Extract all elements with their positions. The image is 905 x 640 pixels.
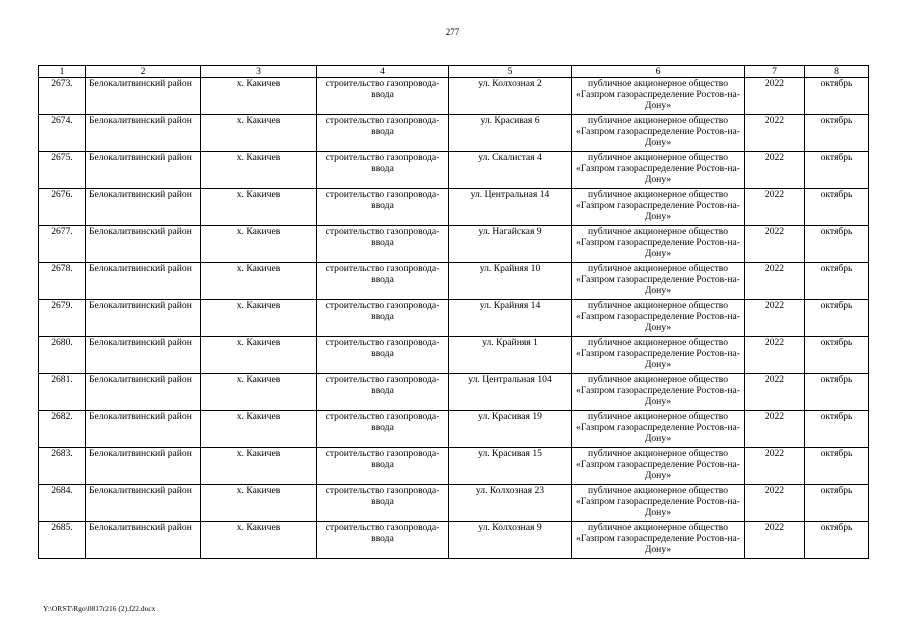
table-row	[39, 152, 869, 189]
year-cell: 2022	[745, 448, 805, 485]
table-row	[39, 189, 869, 226]
year-cell: 2022	[745, 411, 805, 448]
column-header: 1	[39, 66, 86, 78]
table-row	[39, 522, 869, 559]
address-cell: ул. Красивая 19	[449, 411, 572, 448]
year-cell: 2022	[745, 263, 805, 300]
column-header: 2	[86, 66, 201, 78]
district-cell: Белокалитвинский район	[86, 78, 201, 115]
address-cell: ул. Центральная 104	[449, 374, 572, 411]
organization-cell: публичное акционерное общество «Газпром газораспределение Ростов-на-Дону»	[572, 152, 745, 189]
table-row	[39, 300, 869, 337]
organization-cell: публичное акционерное общество «Газпром газораспределение Ростов-на-Дону»	[572, 115, 745, 152]
row-number: 2675.	[39, 152, 86, 189]
address-cell: ул. Крайняя 10	[449, 263, 572, 300]
settlement-cell: х. Какичев	[201, 522, 317, 559]
address-cell: ул. Крайняя 1	[449, 337, 572, 374]
row-number: 2678.	[39, 263, 86, 300]
table-row	[39, 374, 869, 411]
column-header: 4	[317, 66, 449, 78]
organization-cell: публичное акционерное общество «Газпром газораспределение Ростов-на-Дону»	[572, 263, 745, 300]
registry-table	[38, 65, 869, 559]
work-type-cell: строительство газопровода-ввода	[317, 189, 449, 226]
settlement-cell: х. Какичев	[201, 337, 317, 374]
district-cell: Белокалитвинский район	[86, 485, 201, 522]
settlement-cell: х. Какичев	[201, 263, 317, 300]
settlement-cell: х. Какичев	[201, 448, 317, 485]
month-cell: октябрь	[805, 300, 869, 337]
column-header: 7	[745, 66, 805, 78]
month-cell: октябрь	[805, 411, 869, 448]
settlement-cell: х. Какичев	[201, 189, 317, 226]
work-type-cell: строительство газопровода-ввода	[317, 485, 449, 522]
work-type-cell: строительство газопровода-ввода	[317, 300, 449, 337]
column-header: 6	[572, 66, 745, 78]
address-cell: ул. Нагайская 9	[449, 226, 572, 263]
organization-cell: публичное акционерное общество «Газпром газораспределение Ростов-на-Дону»	[572, 189, 745, 226]
table-row	[39, 263, 869, 300]
address-cell: ул. Красивая 6	[449, 115, 572, 152]
work-type-cell: строительство газопровода-ввода	[317, 78, 449, 115]
table-row	[39, 226, 869, 263]
year-cell: 2022	[745, 115, 805, 152]
work-type-cell: строительство газопровода-ввода	[317, 522, 449, 559]
year-cell: 2022	[745, 300, 805, 337]
header-row	[39, 66, 869, 78]
month-cell: октябрь	[805, 189, 869, 226]
district-cell: Белокалитвинский район	[86, 115, 201, 152]
work-type-cell: строительство газопровода-ввода	[317, 411, 449, 448]
work-type-cell: строительство газопровода-ввода	[317, 448, 449, 485]
column-header: 8	[805, 66, 869, 78]
month-cell: октябрь	[805, 226, 869, 263]
address-cell: ул. Красивая 15	[449, 448, 572, 485]
address-cell: ул. Колхозная 2	[449, 78, 572, 115]
settlement-cell: х. Какичев	[201, 152, 317, 189]
address-cell: ул. Колхозная 9	[449, 522, 572, 559]
table-row	[39, 485, 869, 522]
row-number: 2681.	[39, 374, 86, 411]
row-number: 2673.	[39, 78, 86, 115]
district-cell: Белокалитвинский район	[86, 337, 201, 374]
column-header: 3	[201, 66, 317, 78]
work-type-cell: строительство газопровода-ввода	[317, 263, 449, 300]
district-cell: Белокалитвинский район	[86, 189, 201, 226]
table-row	[39, 411, 869, 448]
row-number: 2677.	[39, 226, 86, 263]
organization-cell: публичное акционерное общество «Газпром газораспределение Ростов-на-Дону»	[572, 226, 745, 263]
month-cell: октябрь	[805, 448, 869, 485]
district-cell: Белокалитвинский район	[86, 374, 201, 411]
organization-cell: публичное акционерное общество «Газпром газораспределение Ростов-на-Дону»	[572, 300, 745, 337]
month-cell: октябрь	[805, 374, 869, 411]
month-cell: октябрь	[805, 337, 869, 374]
organization-cell: публичное акционерное общество «Газпром газораспределение Ростов-на-Дону»	[572, 448, 745, 485]
year-cell: 2022	[745, 226, 805, 263]
work-type-cell: строительство газопровода-ввода	[317, 226, 449, 263]
district-cell: Белокалитвинский район	[86, 226, 201, 263]
address-cell: ул. Крайняя 14	[449, 300, 572, 337]
month-cell: октябрь	[805, 152, 869, 189]
year-cell: 2022	[745, 485, 805, 522]
work-type-cell: строительство газопровода-ввода	[317, 337, 449, 374]
district-cell: Белокалитвинский район	[86, 411, 201, 448]
year-cell: 2022	[745, 78, 805, 115]
settlement-cell: х. Какичев	[201, 485, 317, 522]
settlement-cell: х. Какичев	[201, 374, 317, 411]
work-type-cell: строительство газопровода-ввода	[317, 152, 449, 189]
table-row	[39, 78, 869, 115]
column-header: 5	[449, 66, 572, 78]
organization-cell: публичное акционерное общество «Газпром газораспределение Ростов-на-Дону»	[572, 485, 745, 522]
table-body	[39, 78, 869, 559]
district-cell: Белокалитвинский район	[86, 300, 201, 337]
table-row	[39, 115, 869, 152]
district-cell: Белокалитвинский район	[86, 152, 201, 189]
row-number: 2682.	[39, 411, 86, 448]
row-number: 2680.	[39, 337, 86, 374]
settlement-cell: х. Какичев	[201, 300, 317, 337]
organization-cell: публичное акционерное общество «Газпром газораспределение Ростов-на-Дону»	[572, 374, 745, 411]
address-cell: ул. Скалистая 4	[449, 152, 572, 189]
organization-cell: публичное акционерное общество «Газпром газораспределение Ростов-на-Дону»	[572, 411, 745, 448]
page-number: 277	[445, 27, 460, 37]
row-number: 2679.	[39, 300, 86, 337]
settlement-cell: х. Какичев	[201, 226, 317, 263]
row-number: 2674.	[39, 115, 86, 152]
year-cell: 2022	[745, 337, 805, 374]
month-cell: октябрь	[805, 485, 869, 522]
year-cell: 2022	[745, 189, 805, 226]
table-row	[39, 337, 869, 374]
row-number: 2684.	[39, 485, 86, 522]
year-cell: 2022	[745, 522, 805, 559]
document-file-path: Y:\ORST\Rgo\0817r216 (2).f22.docx	[43, 604, 156, 613]
month-cell: октябрь	[805, 115, 869, 152]
address-cell: ул. Колхозная 23	[449, 485, 572, 522]
address-cell: ул. Центральная 14	[449, 189, 572, 226]
month-cell: октябрь	[805, 263, 869, 300]
organization-cell: публичное акционерное общество «Газпром газораспределение Ростов-на-Дону»	[572, 78, 745, 115]
row-number: 2683.	[39, 448, 86, 485]
year-cell: 2022	[745, 374, 805, 411]
district-cell: Белокалитвинский район	[86, 263, 201, 300]
row-number: 2685.	[39, 522, 86, 559]
row-number: 2676.	[39, 189, 86, 226]
district-cell: Белокалитвинский район	[86, 522, 201, 559]
organization-cell: публичное акционерное общество «Газпром газораспределение Ростов-на-Дону»	[572, 522, 745, 559]
table-row	[39, 448, 869, 485]
district-cell: Белокалитвинский район	[86, 448, 201, 485]
work-type-cell: строительство газопровода-ввода	[317, 115, 449, 152]
month-cell: октябрь	[805, 78, 869, 115]
month-cell: октябрь	[805, 522, 869, 559]
year-cell: 2022	[745, 152, 805, 189]
settlement-cell: х. Какичев	[201, 115, 317, 152]
organization-cell: публичное акционерное общество «Газпром газораспределение Ростов-на-Дону»	[572, 337, 745, 374]
settlement-cell: х. Какичев	[201, 411, 317, 448]
work-type-cell: строительство газопровода-ввода	[317, 374, 449, 411]
settlement-cell: х. Какичев	[201, 78, 317, 115]
